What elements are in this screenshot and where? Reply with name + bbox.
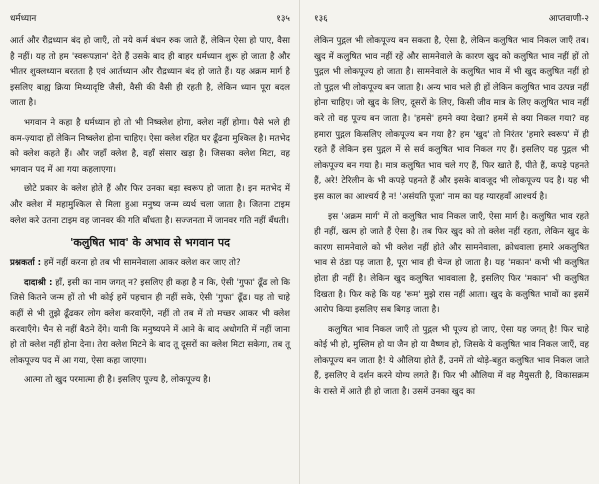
left-closing-paragraph: आत्मा तो खुद परमात्मा ही है। इसलिए पूज्य है, लोकपूज्य है। [24, 375, 211, 386]
section-heading: 'कलुषित भाव' के अभाव से भगवान पद [70, 236, 230, 250]
right-header-title: आप्तवाणी-२ [548, 14, 589, 24]
left-paragraph-1: आर्त और रौद्रध्यान बंद हो जाएँ, तो नये कर्म बंधन रुक जाते हैं, लेकिन ऐसा हो पाए, वैसा है नहीं। यह तो हम 'स्वरूपज्ञान' देते हैं उसके बाद ही बाहर धर्मध्यान शुरू हो जाता है और भीतर शुक्लध्यान बरतता है एवं आर्तध्यान और रौद्रध्यान बंद हो जाते हैं। यह अक्रम मार्ग है इसलिए बाह्य क्रिया मिथ्यादृष्टि जैसी, वैसी की वैसी ही रहती है, लेकिन ध्यान पूरा बदल जाता है। [10, 36, 290, 109]
question-text: हमें नहीं करना हो तब भी सामनेवाला आकर क्लेश कर जाए तो? [43, 258, 241, 269]
answer-text: हाँ, इसी का नाम जगत् न? इसलिए ही कहा है न कि, ऐसी 'गुफा' ढूँढ लो कि जिसे कितने जन्म हों तो भी कोई हमें पहचान ही नहीं सके, ऐसी 'गुफा' ढूँढ। यह तो चाहे कहीं से भी तुझे ढूँढकर लोग क्लेश करवाएँगे, नहीं तो तब में तो मच्छर आकर भी क्लेश करवाएँगे। चैन से नहीं बैठने देंगे। यानी कि मनुष्यपने में आने के बाद अधोगति में नहीं जाना हो तो क्लेश नहीं होना देना। तेरा क्लेश मिटने के बाद तू दूसरों का क्लेश मिटा सकेगा, तब तू लोकपूज्य पद में आ गया, ऐसा कहा जाएगा। [10, 277, 290, 366]
answer-block [10, 276, 290, 370]
left-paragraph-2: भगवान ने कहा है धर्मध्यान हो तो भी निष्क्लेश होगा, क्लेश नहीं होगा। पैसे भले ही कम-ज़्यादा हों लेकिन निष्क्लेश होना चाहिए। ऐसा क्लेश रहित घर ढूँढना मुश्किल है। मतभेद को क्लेश कहते हैं। और जहाँ क्लेश है, वहाँ संसार खड़ा है। जिसका क्लेश मिटा, वह भगवान पद में आ गया कहलाएगा। [10, 117, 290, 175]
right-page-header [314, 12, 589, 26]
left-header-title: धर्मध्यान [10, 14, 37, 24]
right-page [300, 0, 599, 484]
right-paragraph-2: इस 'अक्रम मार्ग' में तो कलुषित भाव निकल जाएँ, ऐसा मार्ग है। कलुषित भाव रहते ही नहीं, खत्म हो जाते हैं ऐसा है। तब फिर खुद को तो क्लेश नहीं रहता, लेकिन खुद के कारण सामनेवाले को भी क्लेश नहीं होते और सामनेवाला, क्रोधवाला हमारे अकलुषित भाव से ठंडा पड़ जाता है, पूरा भाव ही चेन्ज हो जाता है। यह 'मकान' कभी भी कलुषित होता ही नहीं है। लेकिन खुद कलुषित भाववाला है, इसलिए फिर 'मकान' भी कलुषित दिखता है। फिर कहे कि यह 'रूम' मुझे रास नहीं आता। खुद के कलुषित भावों का इसमें आरोप किया इसलिए सब बिगड़ जाता है। [314, 211, 589, 316]
right-paragraph-1: लेकिन पुद्गल भी लोकपूज्य बन सकता है, ऐसा है, लेकिन कलुषित भाव निकल जाएँ तब। खुद में कलुषित भाव नहीं रहें और सामनेवाले के कारण खुद को कलुषित भाव नहीं हों तो पुद्गल भी लोकपूज्य हो जाता है। सामनेवाले के कलुषित भाव में भी खुद कलुषित नहीं हो तो पुद्गल भी लोकपूज्य बन जाता है। अन्य भाव भले ही हों लेकिन कलुषित भाव उत्पन्न नहीं होना चाहिए। जो खुद के लिए, दूसरों के लिए, किसी जीव मात्र के लिए कलुषित भाव नहीं करे तो वह पूज्य बन जाता है। 'हमसे' हमने क्या देखा? हममें से क्या निकल गया? वह हमारा पुद्गल किसलिए लोकपूज्य बन गया है? हम 'खुद' तो निरंतर 'हमारे स्वरूप' में ही रहते हैं लेकिन इस पुद्गल में से सर्व कलुषित भाव निकल गए हैं। इसलिए यह पुद्गल भी लोकपूज्य बन गया है। मात्र कलुषित भाव चले गए हैं, फिर खाते हैं, पीते हैं, कपड़े पहनते हैं, अरे! टेरिलीन के भी कपड़े पहनते हैं और इसके बावजूद भी लोकपूज्य पद है। यह भी इस काल का आश्चर्य है न! 'असंयति पूजा' नाम का यह ग्यारहवाँ आश्चर्य है। [314, 36, 589, 202]
question-label: प्रश्नकर्ता : [10, 258, 42, 269]
right-page-number: १३६ [314, 14, 328, 24]
question-block [10, 256, 290, 272]
left-page-header [10, 12, 290, 26]
answer-label: दादाश्री : [24, 277, 53, 288]
left-paragraph-3: छोटे प्रकार के क्लेश होते हैं और फिर उनका बड़ा स्वरूप हो जाता है। इन मतभेद में और क्लेश में महामुश्किल से मिला हुआ मनुष्य जन्म व्यर्थ चला जाता है। जितना टाइम क्लेश करे उतना टाइम वह जानवर की गति बाँधता है। सज्जनता में जानवर गति नहीं बँधती। [10, 184, 290, 226]
right-paragraph-3: कलुषित भाव निकल जाएँ तो पुद्गल भी पूज्य हो जाए, ऐसा यह जगत् है! फिर चाहे कोई भी हो, मुस्लिम हो या जैन हो या वैष्णव हो, जिसके ये कलुषित भाव निकल जाएँ, वह लोकपूज्य बन जाता है! ये औलिया होते हैं, उनमें तो थोड़े-बहुत कलुषित भाव निकल जाते हैं, इसलिए वे दर्शन करने योग्य लगते हैं। फिर भी औलिया में वह मैयुसती है, विकासक्रम के रास्ते में आते ही हो जाता है। उसमें उनका खुद का [314, 324, 589, 398]
left-page-number: १३५ [276, 14, 290, 24]
